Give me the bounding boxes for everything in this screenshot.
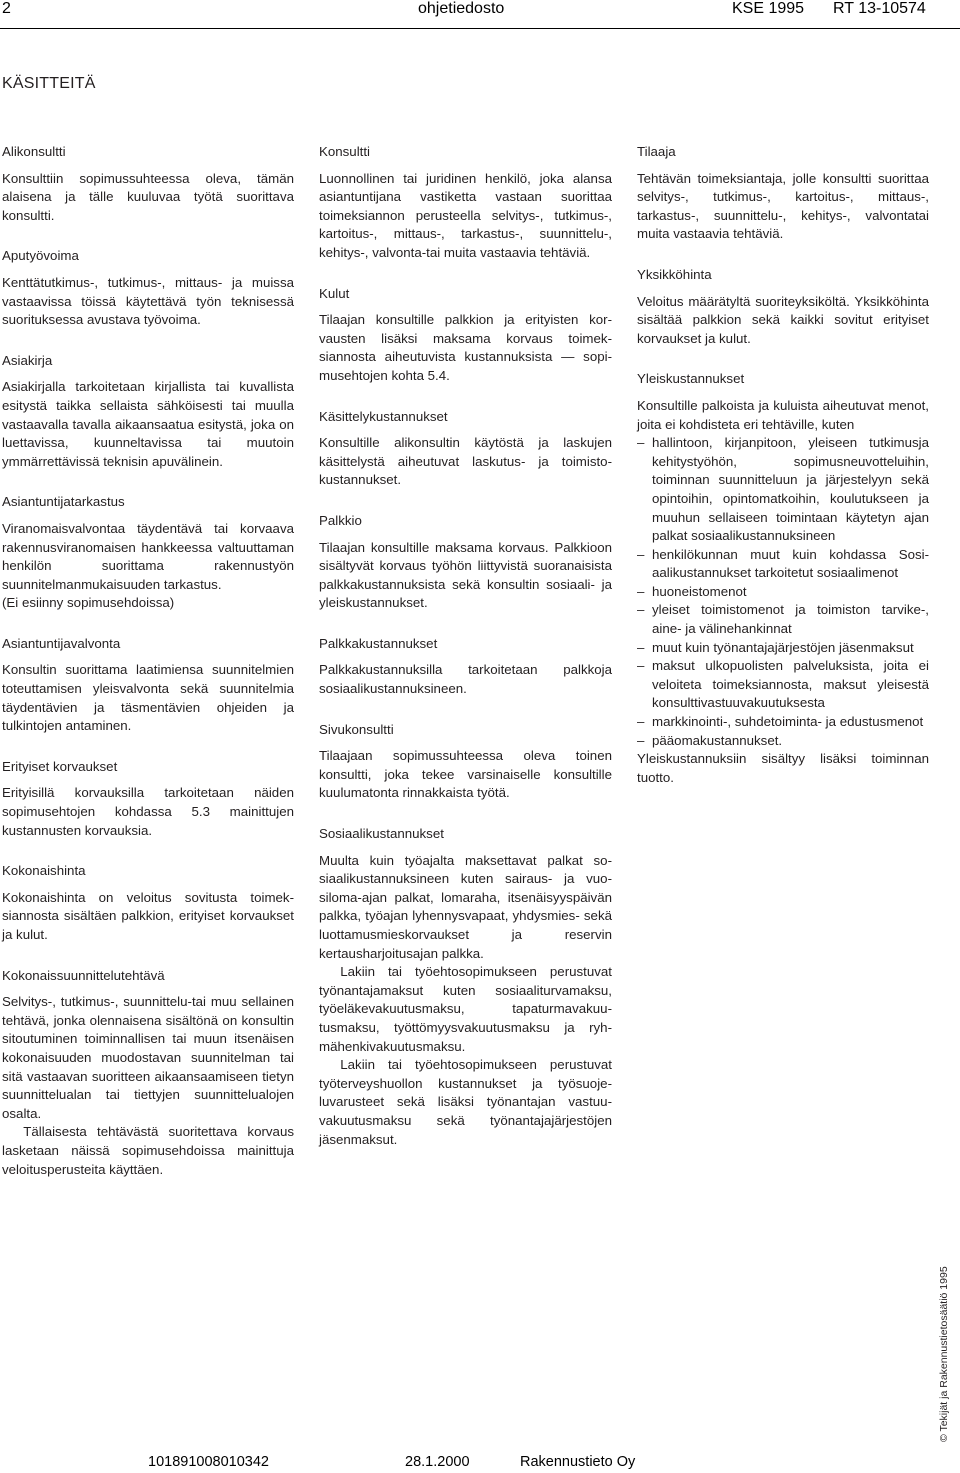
term-palkkakustannukset: Palkkakustannukset [319,635,438,651]
definition-text: Konsultin suorittama laatimiensa suunnitelmien toteuttamisen yleisvalvonta sekä suunnitelmia täydentävien ja täsmentävien ohjeiden ja tulkintojen antaminen. [2,662,294,734]
kse-label: KSE 1995 [732,0,805,17]
definition-text: Tehtävän toimeksiantaja, jolle konsultti suorittaa selvitys-, tutkimus-, kartoitus-, mittaus-, tarkastus-, suunnittelu-, kehitys-, valvontatai muita vastaavia tehtäviä. [637,170,929,242]
definition-text: Palkkakustannuksilla tarkoitetaan palkkoja sosiaalikustannuksineen. [319,662,612,697]
definition-sosiaalikustannukset [319,852,612,1150]
definition-kasittelykustannukset [319,434,612,490]
rt-code: RT 13-10574 [833,0,926,17]
definition-text: Muulta kuin työajalta maksettavat palkat sosiaalikustannuksineen kuten sairaus- ja vuosiloma-ajan palkat, lomaraha, itsenäisyyspäivän palkka, työajan lyhennysvapaat, yhdysmies- sekä luottamusmieskorvaukset ja reservin kertausharjoitusajan palkka. [319,852,612,961]
definition-text: Veloitus määrätyltä suoriteyksiköltä. Yksikköhinta sisältää palkkion sekä kaikki sovitut erityiset korvaukset ja kulut. [637,293,929,346]
column-3 [637,143,929,809]
term-erityiset-korvaukset: Erityiset korvaukset [2,758,118,774]
term-alikonsultti: Alikonsultti [2,144,66,159]
column-1 [2,143,294,1201]
definition-asiantuntijavalvonta [2,661,294,735]
definition-tilaaja [637,170,929,244]
definition-alikonsultti [2,170,294,226]
term-kokonaishinta: Kokonaishinta [2,863,86,879]
list-item: – yleiset toimistomenot ja toimiston tarvike-, aine- ja välinehankinnat [637,601,929,638]
definition-yleiskustannukset [637,397,929,787]
term-sosiaalikustannukset: Sosiaalikustannukset [319,826,444,842]
definition-aputyovoima [2,274,294,330]
definition-asiantuntijatarkastus [2,520,294,613]
term-asiantuntijatarkastus: Asiantuntijatarkastus [2,494,125,510]
term-yleiskustannukset: Yleiskustannukset [637,371,745,387]
definition-palkkakustannukset [319,661,612,698]
section-title: KÄSITTEITÄ [2,75,96,92]
definition-text: Selvitys-, tutkimus-, suunnittelu-tai muu sellainen tehtävä, jonka olennaisena sisältönä on konsultin sitoutuminen toiminnallisen tai muun itsenäisen kokonaisuuden muodostavan suunnitelman tai sitä vastaavan suoritteen aikaansaamiseen tietyn suunnittelualan tai tiettyjen suunnittelualojen osalta. [2,994,294,1121]
definition-text: Konsultille alikonsultin käytöstä ja laskujen käsittelystä aiheutuvat laskutus- ja toimistokustannukset. [319,435,612,488]
definition-text-2: Lakiin tai työehtosopimukseen perustuvat työnantajamaksut kuten sosiaaliturvamaksu, työeläkevakuutusmaksu, tapaturmavakuutusmaksu, työttömyysvakuutusmaksu ja ryhmähenkivakuutusmaksu. [319,964,612,1054]
definition-text: Kenttätutkimus-, tutkimus-, mittaus- ja muissa vastaavissa töissä käytettävä työn teknisessä suorituksessa avustava työvoima. [2,274,294,328]
publisher-name: Rakennustieto Oy [520,1454,636,1470]
page-header [0,0,960,29]
definition-text: Asiakirjalla tarkoitetaan kirjallista tai kuvallista esitystä taikka sellaista sähköisesti tai muulla vastaavalla tavalla aikaansaatua esitystä, joka on luettavissa, kuunneltavissa tai muutoin ymmärrettävissä teknisin apuvälinein. [2,379,294,469]
definition-text: Viranomaisvalvontaa täydentävä tai korvaava rakennusviranomaisen hankkeessa valtuuttaman henkilön suorittama rakennustyön suunnitelmanmukaisuuden tarkastus. [2,520,294,592]
definition-kokonaishinta [2,889,294,945]
definition-text-2: Tällaisesta tehtävästä suoritettava korvaus lasketaan näissä sopimusehdoissa mainittuja veloitusperusteita käyttäen. [2,1124,294,1177]
definition-text-3: Lakiin tai työehtosopimukseen perustuvat työterveyshuollon kustannukset ja työsuojeluvarusteet sekä lisäksi työnantajan vastuuvakuutusmaksu sekä työnantajajärjestöjen jäsenmaksut. [319,1057,612,1147]
list-item: – huoneistomenot [637,583,929,602]
document-code: 101891008010342 [148,1454,269,1470]
term-kulut: Kulut [319,285,350,301]
definition-text: Tilaajaan sopimussuhteessa oleva toinen konsultti, joka tekee varsinaiselle konsultille kuulumatonta rinnakkaista työtä. [319,748,612,801]
term-kasittelykustannukset: Käsittelykustannukset [319,408,448,424]
list-item: – pääomakustannukset. [637,732,929,751]
definition-yksikkohinta [637,293,929,349]
definition-text: Luonnollinen tai juridinen henkilö, joka alansa asiantuntijana vastiketta vastaan suorittaa toimeksiannon perusteella selvitys-, tutkimus-, kartoitus-, mittaus-, tarkastus-, suunnittelu-, kehitys-, valvonta-tai muita vastaavia tehtäviä. [319,170,612,260]
definition-text: Kokonaishinta on veloitus sovitusta toimeksiannosta sisältäen palkkion, erityiset korvaukset ja kulut. [2,889,294,942]
definition-asiakirja [2,378,294,471]
list-item: – hallintoon, kirjanpitoon, yleiseen tutkimusja kehitystyöhön, sopimusneuvotteluihin, toiminnan suunnitteluun ja järjestelyyn sekä opintoihin, opintomatkoihin, koulutukseen ja muuhun sellaiseen toimintaan käytetyn ajan palkat sosiaalikustannuksineen [637,434,929,546]
definition-palkkio [319,539,612,613]
term-konsultti: Konsultti [319,144,370,159]
term-palkkio: Palkkio [319,512,362,528]
definition-text: Konsulttiin sopimussuhteessa oleva, tämän alaisena ja tälle kuuluvaa työtä suorittava konsultti. [2,170,294,223]
definition-note: (Ei esiinny sopimusehdoissa) [2,595,175,611]
publication-name: ohjetiedosto [418,0,505,17]
page-number: 2 [2,0,11,17]
term-sivukonsultti: Sivukonsultti [319,721,394,737]
definition-kulut [319,311,612,385]
definition-text: Erityisillä korvauksilla tarkoitetaan näiden sopimusehtojen kohdassa 5.3 mainittujen kustannusten korvauksia. [2,785,294,838]
definition-text: Tilaajan konsultille maksama korvaus. Palkkioon sisältyvät korvaus työhön liittyvistä suoranaisista palkkakustannuksista sekä konsultin sosiaali- ja yleiskustannukset. [319,539,612,611]
term-yksikkohinta: Yksikköhinta [637,266,712,282]
cost-item-list [637,434,929,750]
definition-konsultti [319,170,612,263]
definition-kokonaissuunnittelutehtava [2,993,294,1179]
print-date: 28.1.2000 [405,1454,470,1470]
copyright-notice: © Tekijät ja Rakennustietosäätiö 1995 [938,1266,950,1442]
list-item: – henkilökunnan muut kuin kohdassa Sosiaalikustannukset tarkoitetut sosiaalimenot [637,546,929,583]
definition-erityiset-korvaukset [2,784,294,840]
list-item: – maksut ulkopuolisten palveluksista, joita ei veloiteta toimeksiannosta, maksut yleisestä konsulttivastuuvakuutuksesta [637,657,929,713]
definition-intro: Konsultille palkoista ja kuluista aiheutuvat menot, joita ei kohdisteta eri tehtäville, kuten [637,397,929,432]
term-tilaaja: Tilaaja [637,144,676,159]
term-kokonaissuunnittelutehtava: Kokonaissuunnittelutehtävä [2,967,165,983]
definition-text: Tilaajan konsultille palkkion ja erityisten korvausten lisäksi maksama korvaus toimeksiannosta aiheutuvista kustannuksista — sopimusehtojen kohta 5.4. [319,312,612,383]
definition-outro: Yleiskustannuksiin sisältyy lisäksi toiminnan tuotto. [637,751,929,785]
column-2 [319,143,612,1171]
list-item: – markkinointi-, suhdetoiminta- ja edustusmenot [637,713,929,732]
definition-sivukonsultti [319,747,612,803]
term-aputyovoima: Aputyövoima [2,248,79,264]
list-item: – muut kuin työnantajajärjestöjen jäsenmaksut [637,639,929,658]
term-asiantuntijavalvonta: Asiantuntijavalvonta [2,635,121,651]
term-asiakirja: Asiakirja [2,352,53,368]
